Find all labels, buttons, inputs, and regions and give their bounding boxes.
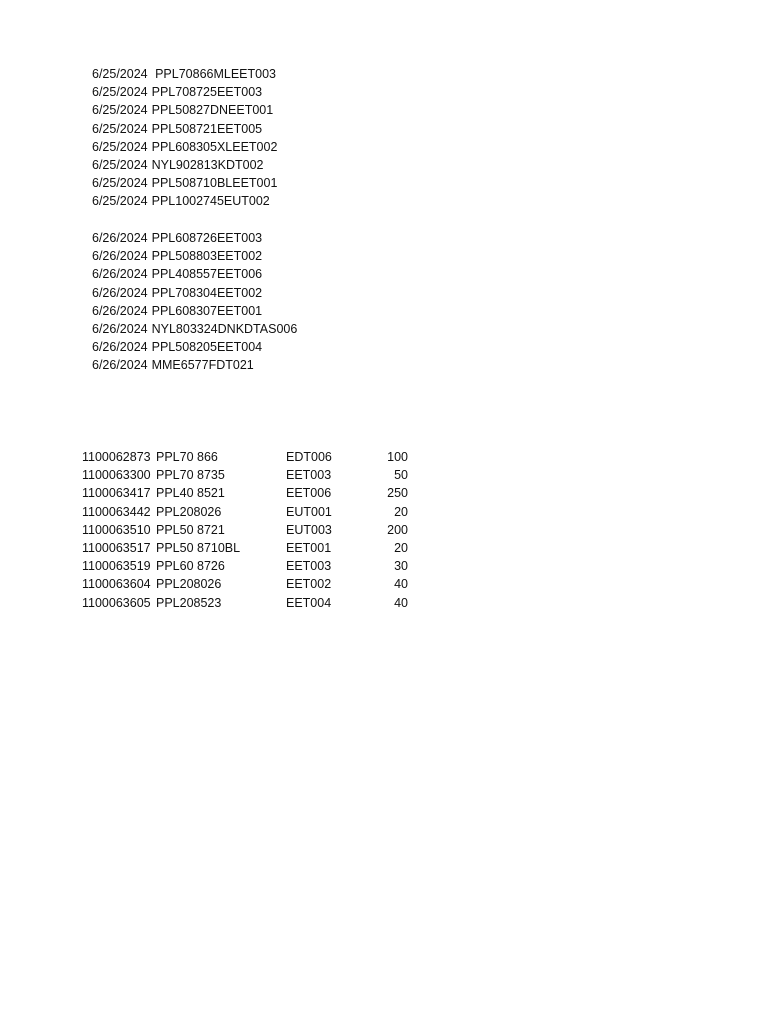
date-list-june-25 bbox=[92, 65, 392, 211]
location-cell: EDT006 bbox=[286, 450, 332, 464]
code-cell: PPL50827DNEET001 bbox=[151, 103, 274, 118]
order-id-cell: 1100063417 bbox=[82, 486, 151, 501]
code-cell: MME6577FDT021 bbox=[151, 358, 254, 373]
list-item bbox=[92, 138, 392, 156]
list-item bbox=[92, 356, 392, 374]
location-cell: EUT003 bbox=[286, 522, 332, 537]
date-cell: 6/25/2024 bbox=[92, 139, 148, 154]
location-cell: EET001 bbox=[286, 540, 332, 555]
list-item bbox=[92, 338, 392, 356]
part-cell: PPL70 866 bbox=[156, 450, 218, 464]
table-row bbox=[82, 539, 422, 557]
list-item bbox=[92, 83, 392, 101]
table-row bbox=[82, 575, 422, 593]
part-cell: PPL50 8710BL bbox=[156, 540, 241, 555]
quantity-cell: 40 bbox=[394, 577, 408, 592]
location-cell: EET003 bbox=[286, 559, 332, 574]
table-row bbox=[82, 557, 422, 575]
date-cell: 6/26/2024 bbox=[92, 267, 148, 282]
quantity-cell: 100 bbox=[387, 450, 408, 464]
date-list-june-26 bbox=[92, 229, 392, 375]
order-id-cell: 1100063300 bbox=[82, 468, 151, 483]
list-item bbox=[92, 302, 392, 320]
quantity-cell: 20 bbox=[394, 504, 408, 519]
date-cell: 6/26/2024 bbox=[92, 303, 148, 318]
part-cell: PPL60 8726 bbox=[156, 559, 225, 574]
code-cell: PPL708304EET002 bbox=[151, 285, 263, 300]
list-item bbox=[92, 247, 392, 265]
table-row bbox=[82, 484, 422, 502]
order-id-cell: 1100063442 bbox=[82, 504, 151, 519]
code-cell: PPL508721EET005 bbox=[151, 121, 263, 136]
code-cell: PPL608305XLEET002 bbox=[151, 139, 278, 154]
table-row bbox=[82, 503, 422, 521]
code-cell: PPL508803EET002 bbox=[151, 249, 263, 264]
list-item bbox=[92, 320, 392, 338]
part-cell: PPL40 8521 bbox=[156, 486, 225, 501]
table-row bbox=[82, 448, 422, 466]
list-item bbox=[92, 101, 392, 119]
list-item bbox=[92, 156, 392, 174]
date-cell: 6/25/2024 bbox=[92, 85, 148, 100]
location-cell: EET004 bbox=[286, 595, 332, 610]
code-cell: PPL508710BLEET001 bbox=[151, 176, 278, 191]
code-cell: NYL803324DNKDTAS006 bbox=[151, 321, 298, 336]
orders-table bbox=[82, 448, 422, 612]
code-cell: PPL70866MLEET003 bbox=[151, 67, 276, 81]
code-cell: PPL608307EET001 bbox=[151, 303, 263, 318]
quantity-cell: 40 bbox=[394, 595, 408, 610]
table-row bbox=[82, 594, 422, 612]
list-item bbox=[92, 174, 392, 192]
location-cell: EET006 bbox=[286, 486, 332, 501]
part-cell: PPL50 8721 bbox=[156, 522, 225, 537]
part-cell: PPL208026 bbox=[156, 504, 222, 519]
date-cell: 6/26/2024 bbox=[92, 249, 148, 264]
location-cell: EET003 bbox=[286, 468, 332, 483]
quantity-cell: 20 bbox=[394, 540, 408, 555]
table-row bbox=[82, 521, 422, 539]
order-id-cell: 1100063604 bbox=[82, 577, 151, 592]
list-item bbox=[92, 120, 392, 138]
list-item bbox=[92, 265, 392, 283]
date-cell: 6/26/2024 bbox=[92, 340, 148, 355]
quantity-cell: 200 bbox=[387, 522, 408, 537]
order-id-cell: 1100063605 bbox=[82, 595, 151, 610]
date-cell: 6/25/2024 bbox=[92, 67, 148, 81]
date-cell: 6/25/2024 bbox=[92, 121, 148, 136]
code-cell: NYL902813KDT002 bbox=[151, 157, 264, 172]
date-cell: 6/25/2024 bbox=[92, 103, 148, 118]
location-cell: EET002 bbox=[286, 577, 332, 592]
part-cell: PPL208026 bbox=[156, 577, 222, 592]
part-cell: PPL208523 bbox=[156, 595, 222, 610]
quantity-cell: 250 bbox=[387, 486, 408, 501]
date-cell: 6/26/2024 bbox=[92, 231, 148, 245]
order-id-cell: 1100062873 bbox=[82, 450, 151, 464]
code-cell: PPL508205EET004 bbox=[151, 340, 263, 355]
list-item bbox=[92, 284, 392, 302]
location-cell: EUT001 bbox=[286, 504, 332, 519]
date-cell: 6/25/2024 bbox=[92, 194, 148, 209]
date-cell: 6/26/2024 bbox=[92, 285, 148, 300]
date-cell: 6/26/2024 bbox=[92, 358, 148, 373]
date-cell: 6/25/2024 bbox=[92, 157, 148, 172]
date-cell: 6/25/2024 bbox=[92, 176, 148, 191]
quantity-cell: 50 bbox=[394, 468, 408, 483]
part-cell: PPL70 8735 bbox=[156, 468, 225, 483]
list-item bbox=[92, 65, 392, 83]
quantity-cell: 30 bbox=[394, 559, 408, 574]
code-cell: PPL408557EET006 bbox=[151, 267, 263, 282]
list-item bbox=[92, 229, 392, 247]
list-item bbox=[92, 192, 392, 210]
code-cell: PPL708725EET003 bbox=[151, 85, 263, 100]
code-cell: PPL1002745EUT002 bbox=[151, 194, 270, 209]
code-cell: PPL608726EET003 bbox=[151, 231, 263, 245]
order-id-cell: 1100063519 bbox=[82, 559, 151, 574]
date-cell: 6/26/2024 bbox=[92, 321, 148, 336]
table-row bbox=[82, 466, 422, 484]
order-id-cell: 1100063517 bbox=[82, 540, 151, 555]
order-id-cell: 1100063510 bbox=[82, 522, 151, 537]
